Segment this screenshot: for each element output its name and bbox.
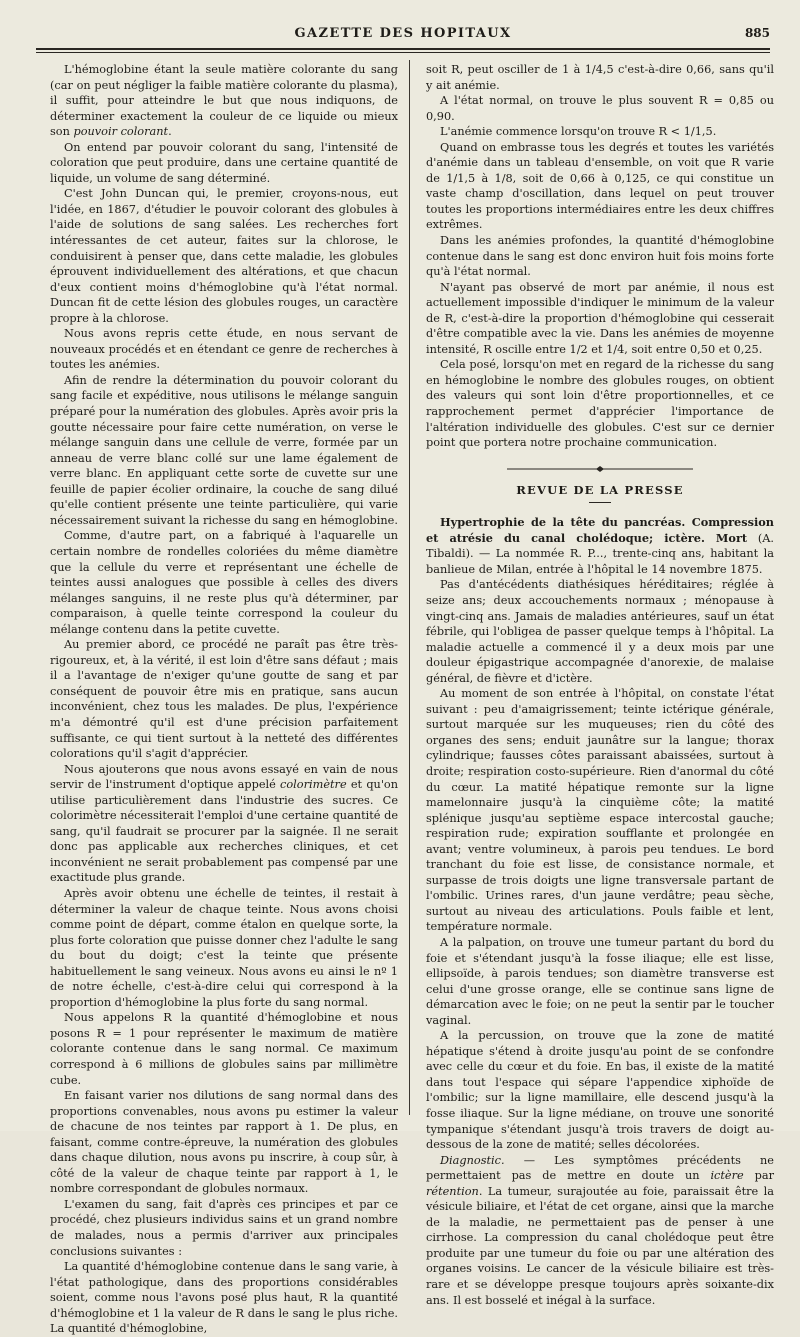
page-number: 885 bbox=[744, 26, 770, 40]
paragraph: A la percussion, on trouve que la zone de matité hépatique s'étend à droite jusqu'au point de se confondre avec celle du cœur et du foie. En bas, il existe de la matité dans tout l'espace qui sépare l'appendice xiphoïde de l'ombilic; sur la ligne mamillaire, elle descend jusqu'à la fosse iliaque. Sur la ligne médiane, on trouve une sonorité tympanique s'étendant jusqu'à trois travers de doigt au-dessous de la zone de matité; selles décolorées. bbox=[426, 1029, 774, 1152]
paragraph: En faisant varier nos dilutions de sang normal dans des proportions convenables, nous avons pu estimer la valeur de chacune de nos teintes par rapport à 1. De plus, en faisant, comme contre-épreuve, la numération des globules dans chaque dilution, nous avons pu inscrire, à coup sûr, à côté de la valeur de chaque teinte par rapport à 1, le nombre correspondant de globules normaux. bbox=[50, 1089, 398, 1196]
left-column bbox=[50, 62, 398, 1337]
paragraph: soit R, peut osciller de 1 à 1/4,5 c'est-à-dire 0,66, sans qu'il y ait anémie. bbox=[426, 63, 774, 92]
running-title: GAZETTE DES HOPITAUX bbox=[294, 26, 512, 41]
section-heading: REVUE DE LA PRESSE bbox=[516, 482, 684, 497]
paragraph: L'hémoglobine étant la seule matière colorante du sang (car on peut négliger la faible matière colorante du plasma), il suffit, pour atteindre le but que nous indiquons, de déterminer exactement la couleur de ce liquide ou mieux son pouvoir colorant. bbox=[50, 63, 398, 139]
paragraph: L'anémie commence lorsqu'on trouve R < 1/1,5. bbox=[440, 125, 717, 139]
heading-underline bbox=[589, 502, 611, 503]
paragraph: Dans les anémies profondes, la quantité d'hémoglobine contenue dans le sang est donc environ huit fois moins forte qu'à l'état normal. bbox=[426, 234, 774, 279]
paragraph: Afin de rendre la détermination du pouvoir colorant du sang facile et expéditive, nous utilisons le mélange sanguin préparé pour la numération des globules. Après avoir pris la goutte nécessaire pour faire cette numération, on verse le mélange sanguin dans une cellule de verre, formée par un anneau de verre blanc collé sur une lame également de verre blanc. En appliquant cette sorte de cuvette sur une feuille de papier écolier ordinaire, la couche de sang dilué qu'elle contient présente une teinte particulière, qui varie nécessairement suivant la richesse du sang en hémoglobine. bbox=[50, 373, 398, 527]
paragraph: Cela posé, lorsqu'on met en regard de la richesse du sang en hémoglobine le nombre des globules rouges, on obtient des valeurs qui sont loin d'être proportionnelles, et ce rapprochement permet d'apprécier l'importance de l'altération individuelle des globules. C'est sur ce dernier point que portera notre prochaine communication. bbox=[426, 358, 774, 450]
article-author: (A. Tibaldi). — bbox=[426, 531, 774, 561]
running-head bbox=[36, 22, 770, 46]
paragraph: A la palpation, on trouve une tumeur partant du bord du foie et s'étendant jusqu'à la fosse iliaque; elle est lisse, ellipsoïde, à parois tendues; son diamètre transverse est celui d'une grosse orange, elle se continue sans ligne de démarcation avec le foie; on ne peut la sentir par le toucher vaginal. bbox=[426, 935, 774, 1027]
paragraph: Au premier abord, ce procédé ne paraît pas être très-rigoureux, et, à la vérité, il est loin d'être sans défaut ; mais il a l'avantage de n'exiger qu'une goutte de sang et par conséquent de pouvoir être mis en pratique, sans aucun inconvénient, chez tous les malades. De plus, l'expérience m'a démontré qu'il est d'une précision parfaitement suffisante, ce qui tient surtout à la netteté des différentes colorations qu'il s'agit d'apprécier. bbox=[50, 638, 398, 761]
right-column bbox=[426, 62, 774, 1308]
paragraph: Nous appelons R la quantité d'hémoglobine et nous posons R = 1 pour représenter le maximum de matière colorante contenue dans le sang normal. Ce maximum correspond à 6 millions de globules sains par millimètre cube. bbox=[50, 1011, 398, 1087]
column-divider bbox=[409, 60, 410, 1115]
paragraph: Pas d'antécédents diathésiques héréditaires; réglée à seize ans; deux accouchements normaux ; ménopause à vingt-cinq ans. Jamais de maladies antérieures, sauf un état fébrile, qui l'obligea de passer quelque temps à l'hôpital. La maladie actuelle a commencé il y a deux mois par une douleur épigastrique accompagnée d'anorexie, de malaise général, de fièvre et d'ictère. bbox=[426, 578, 774, 685]
paragraph: C'est John Duncan qui, le premier, croyons-nous, eut l'idée, en 1867, d'étudier le pouvoir colorant des globules à l'aide de solutions de sang salées. Les recherches fort intéressantes de cet auteur, faites sur la chlorose, le conduisirent à penser que, dans cette maladie, les globules éprouvent individuellement des altérations, et que chacun d'eux contient moins d'hémoglobine qu'à l'état normal. Duncan fit de cette lésion des globules rouges, un caractère propre à la chlorose. bbox=[50, 187, 398, 325]
paragraph: Au moment de son entrée à l'hôpital, on constate l'état suivant : peu d'amaigrissement; teinte ictérique générale, surtout marquée sur les muqueuses; rien du côté des organes des sens; enduit jaunâtre sur la langue; thorax cylindrique; fausses côtes paraissant abaissées, surtout à droite; respiration costo-supérieure. Rien d'anormal du côté du cœur. La matité hépatique remonte sur la ligne mamelonnaire jusqu'à la cinquième côte; la matité splénique jusqu'au septième espace intercostal gauche; respiration rude; expiration soufflante et prolongée en avant; ventre volumineux, à parois peu tendues. Le bord tranchant du foie est lisse, de consistance normale, et surpasse de trois doigts une ligne transversale partant de l'ombilic. Urines rares, d'un jaune verdâtre; peau sèche, surtout au niveau des articulations. Pouls faible et lent, température normale. bbox=[426, 687, 774, 934]
article-lead: Hypertrophie de la tête du pancréas. Compression et atrésie du canal cholédoque; ictère. Mort (A. Tibaldi). — La nommée R. P..., trente-cinq ans, habitant la banlieue de Milan, entrée à l'hôpital le 14 novembre 1875. bbox=[426, 515, 774, 576]
paragraph: L'examen du sang, fait d'après ces principes et par ce procédé, chez plusieurs individus sains et un grand nombre de malades, nous a permis d'arriver aux principales conclusions suivantes : bbox=[50, 1197, 398, 1258]
article-title: Hypertrophie de la tête du pancréas. Compression et atrésie du canal cholédoque; ictère. Mort bbox=[426, 515, 774, 545]
header-rule-thin bbox=[36, 52, 770, 53]
paragraph: Nous avons repris cette étude, en nous servant de nouveaux procédés et en étendant ce genre de recherches à toutes les anémies. bbox=[50, 327, 398, 372]
paragraph: La quantité d'hémoglobine contenue dans le sang varie, à l'état pathologique, dans des proportions considérables soient, comme nous l'avons posé plus haut, R la quantité d'hémoglobine et 1 la valeur de R dans le sang le plus riche. La quantité d'hémoglobine, bbox=[50, 1260, 398, 1336]
paragraph: Diagnostic. — Les symptômes précédents ne permettaient pas de mettre en doute un ictère par rétention. La tumeur, surajoutée au foie, paraissait être la vésicule biliaire, et l'état de cet organe, ainsi que la marche de la maladie, ne permettaient pas de penser à une cirrhose. La compression du canal cholédoque peut être produite par une tumeur du foie ou par une altération des organes voisins. Le cancer de la vésicule biliaire est très-rare et se développe presque toujours après soixante-dix ans. Il est bosselé et inégal à la surface. bbox=[426, 1153, 775, 1307]
paragraph: Nous ajouterons que nous avons essayé en vain de nous servir de l'instrument d'optique appelé colorimètre et qu'on utilise particulièrement dans l'industrie des sucres. Ce colorimètre nécessiterait l'emploi d'une certaine quantité de sang, qu'il faudrait se procurer par la saignée. Il ne serait donc pas applicable aux recherches cliniques, et cet inconvénient ne serait probablement pas compensé par une exactitude plus grande. bbox=[50, 762, 399, 885]
paragraph: Après avoir obtenu une échelle de teintes, il restait à déterminer la valeur de chaque teinte. Nous avons choisi comme point de départ, comme étalon en quelque sorte, la plus forte coloration que puisse donner chez l'adulte le sang du bout du doigt; c'est la teinte que présente habituellement le sang veineux. Nous avons eu ainsi le nº 1 de notre échelle, c'est-à-dire celui qui correspond à la proportion d'hémoglobine la plus forte du sang normal. bbox=[50, 886, 398, 1009]
paragraph: A l'état normal, on trouve le plus souvent R = 0,85 ou 0,90. bbox=[426, 94, 774, 123]
header-rule-thick bbox=[36, 48, 770, 50]
section-ornament bbox=[505, 465, 695, 473]
paragraph: On entend par pouvoir colorant du sang, l'intensité de coloration que peut produire, dans une certaine quantité de liquide, un volume de sang déterminé. bbox=[50, 140, 398, 185]
paragraph: N'ayant pas observé de mort par anémie, il nous est actuellement impossible d'indiquer le minimum de la valeur de R, c'est-à-dire la proportion d'hémoglobine qui cesserait d'être compatible avec la vie. Dans les anémies de moyenne intensité, R oscille entre 1/2 et 1/4, soit entre 0,50 et 0,25. bbox=[426, 280, 774, 356]
paragraph: Quand on embrasse tous les degrés et toutes les variétés d'anémie dans un tableau d'ensemble, on voit que R varie de 1/1,5 à 1/8, soit de 0,66 à 0,125, ce qui constitue un vaste champ d'oscillation, dans lequel on peut trouver toutes les proportions intermédiaires entre les deux chiffres extrêmes. bbox=[426, 140, 774, 232]
paragraph: Comme, d'autre part, on a fabriqué à l'aquarelle un certain nombre de rondelles coloriées du même diamètre que la cellule du verre et représentant une échelle de teintes aussi analogues que possible à celles des divers mélanges sanguins, il ne reste plus qu'à déterminer, par comparaison, à quelle teinte correspond la couleur du mélange contenu dans la petite cuvette. bbox=[50, 529, 398, 636]
